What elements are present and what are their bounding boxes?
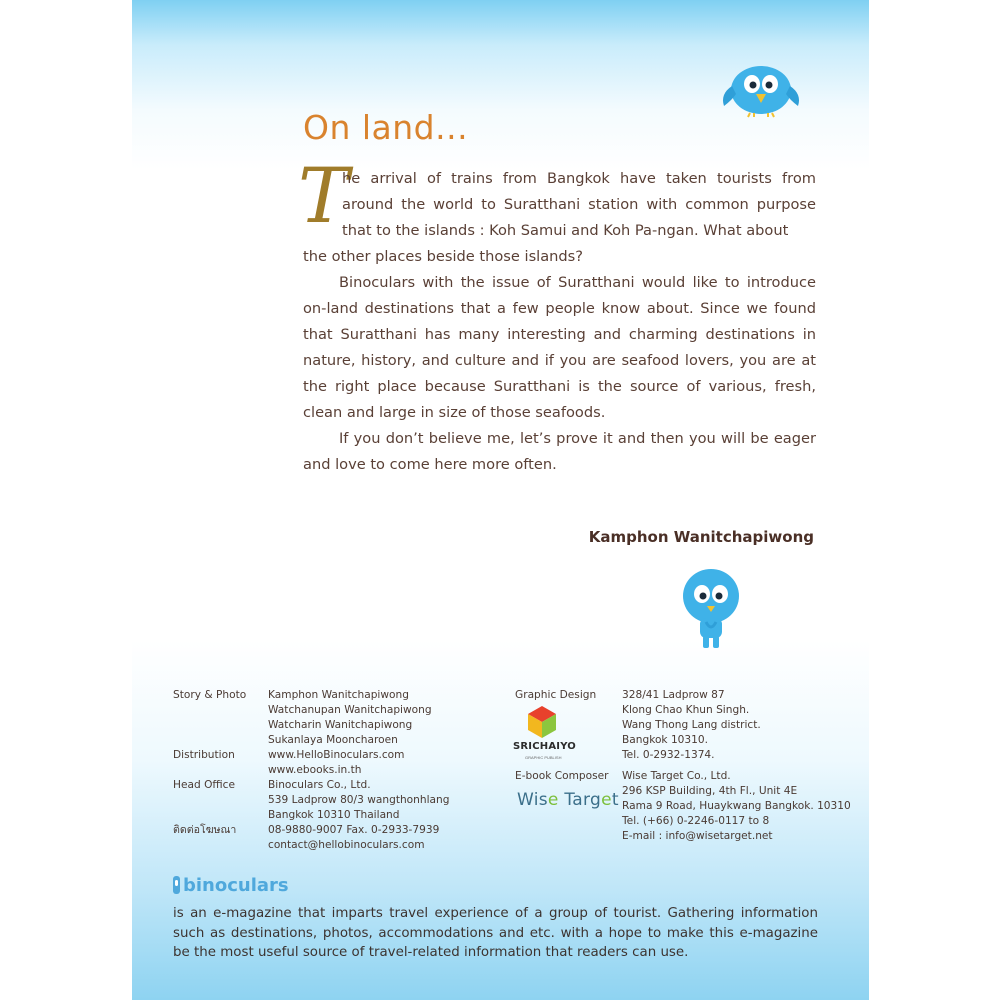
bird-mascot-icon xyxy=(718,60,804,118)
graphic-design-line: Klong Chao Khun Singh. xyxy=(622,704,750,716)
graphic-design-line: 328/41 Ladprow 87 xyxy=(622,689,725,701)
srichaiyo-logo-text: SRICHAIYO xyxy=(513,741,576,752)
composer-line: Wise Target Co., Ltd. xyxy=(622,770,731,782)
graphic-design-line: Bangkok 10310. xyxy=(622,734,709,746)
graphic-design-label: Graphic Design xyxy=(515,689,597,701)
head-office-line: 539 Ladprow 80/3 wangthonhlang xyxy=(268,794,450,806)
binoculars-mark-icon xyxy=(172,874,181,896)
contact-email[interactable]: contact@hellobinoculars.com xyxy=(268,839,425,851)
composer-label: E-book Composer xyxy=(515,770,609,782)
distribution-link[interactable]: www.ebooks.in.th xyxy=(268,764,362,776)
story-label: Story & Photo xyxy=(173,689,247,701)
head-office-line: Binoculars Co., Ltd. xyxy=(268,779,371,791)
wise-logo-part: e xyxy=(547,790,559,810)
wise-logo-part: e xyxy=(601,790,612,810)
story-name: Kamphon Wanitchapiwong xyxy=(268,689,409,701)
composer-line: Rama 9 Road, Huaykwang Bangkok. 10310 xyxy=(622,800,851,812)
contact-phone: 08-9880-9007 Fax. 0-2933-7939 xyxy=(268,824,440,836)
magazine-page xyxy=(132,0,869,1000)
binoculars-logo xyxy=(172,874,289,896)
composer-line: Tel. (+66) 0-2246-0117 to 8 xyxy=(622,815,770,827)
article-paragraph-1-end: the other places beside those islands? xyxy=(303,248,584,265)
article-paragraph-1: he arrival of trains from Bangkok have taken tourists from around the world to Suratthani station with common purpose that to the islands : Koh Samui and Koh Pa-ngan. What about xyxy=(342,170,816,239)
article-paragraph-3: If you don’t believe me, let’s prove it and then you will be eager and love to come here more often. xyxy=(303,430,816,473)
wise-logo-part: Wis xyxy=(517,790,548,810)
drop-cap: T xyxy=(298,151,349,240)
contact-label: ติดต่อโฆษณา xyxy=(173,824,237,836)
graphic-design-line: Wang Thong Lang district. xyxy=(622,719,761,731)
story-name: Watcharin Wanitchapiwong xyxy=(268,719,413,731)
composer-line: 296 KSP Building, 4th Fl., Unit 4E xyxy=(622,785,798,797)
wise-logo-part: t xyxy=(611,790,619,810)
binoculars-logo-text: binoculars xyxy=(183,875,289,896)
story-name: Sukanlaya Mooncharoen xyxy=(268,734,398,746)
wise-logo-part: Targ xyxy=(558,790,602,810)
distribution-label: Distribution xyxy=(173,749,235,761)
srichaiyo-logo-subtext: GRAPHIC PUBLISH xyxy=(525,755,562,760)
article-paragraph-2: Binoculars with the issue of Suratthani would like to introduce on-land destinations that a few people know about. Since we found that Suratthani has many interesting and charming destinations in nature, history, and culture and if you are seafood lovers, you are at the right place because Suratthani is the source of various, fresh, clean and large in size of those seafoods. xyxy=(303,274,816,421)
graphic-design-line: Tel. 0-2932-1374. xyxy=(622,749,715,761)
composer-email[interactable]: E-mail : info@wisetarget.net xyxy=(622,830,773,842)
bird-mascot-standing-icon xyxy=(676,566,746,650)
head-office-line: Bangkok 10310 Thailand xyxy=(268,809,400,821)
wise-target-logo xyxy=(517,790,619,810)
author-name: Kamphon Wanitchapiwong xyxy=(588,528,814,546)
story-name: Watchanupan Wanitchapiwong xyxy=(268,704,432,716)
footer-description: is an e-magazine that imparts travel experience of a group of tourist. Gathering information such as destinations, photos, accommodations and etc. with a hope to make this e-magazine be the most useful source of travel-related information that readers can use. xyxy=(173,906,818,960)
article-heading: On land... xyxy=(303,108,469,147)
head-office-label: Head Office xyxy=(173,779,235,791)
distribution-link[interactable]: www.HelloBinoculars.com xyxy=(268,749,405,761)
